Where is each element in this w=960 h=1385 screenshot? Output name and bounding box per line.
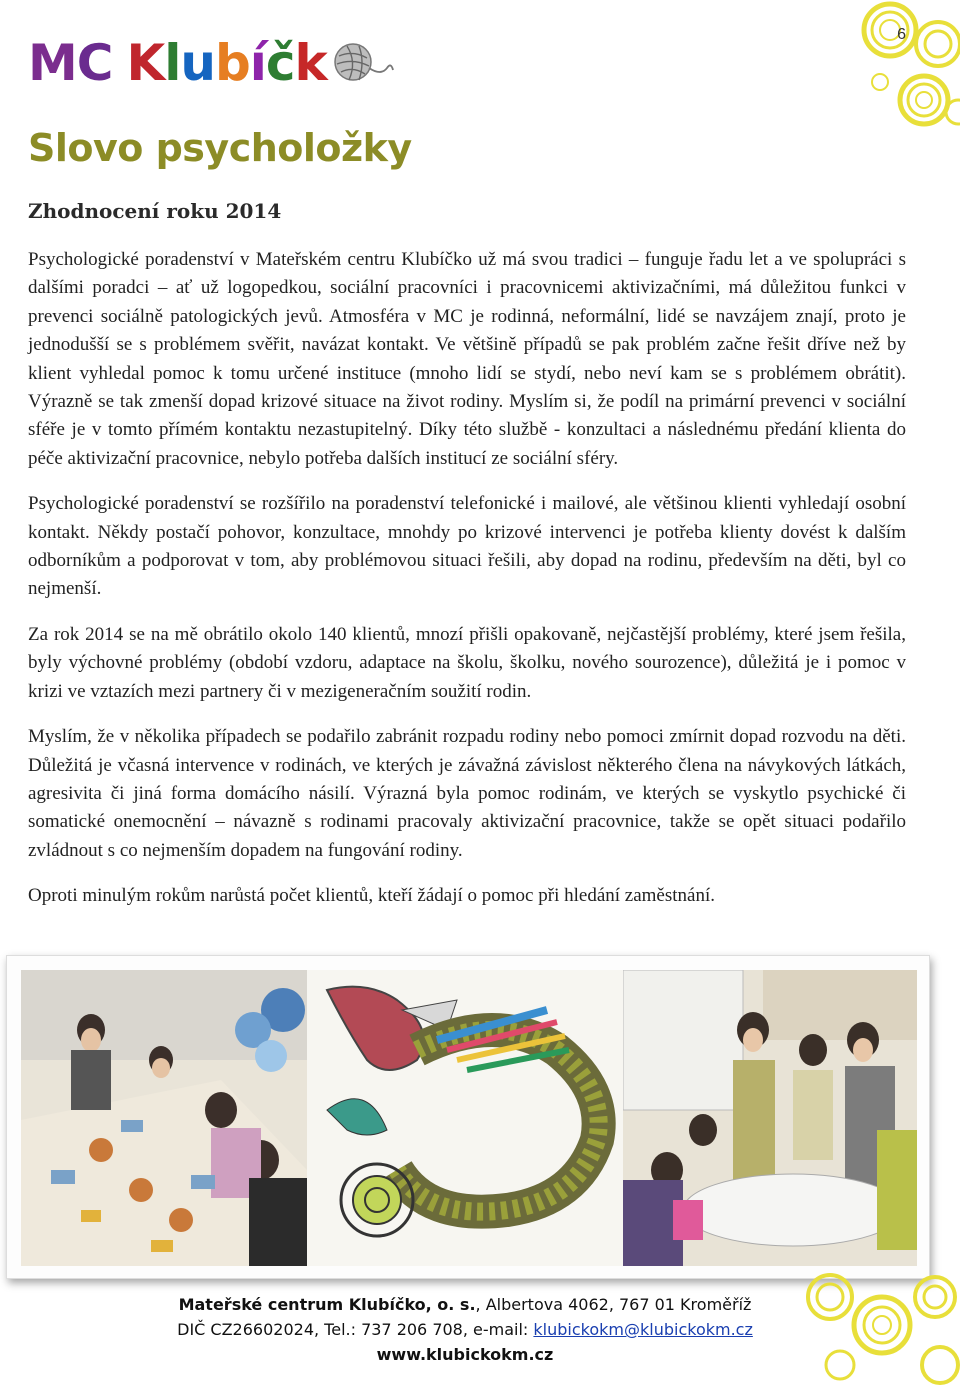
footer-org-name: Mateřské centrum Klubíčko, o. s. <box>178 1295 476 1314</box>
logo-letter: í <box>249 34 266 92</box>
logo <box>28 30 395 92</box>
logo-letter: č <box>265 34 295 92</box>
footer-address <box>0 1292 930 1317</box>
footer-website <box>0 1342 930 1367</box>
decorative-circles-top <box>820 0 960 140</box>
logo-letter: M <box>28 34 77 92</box>
page-title: Slovo psycholožky <box>28 126 412 170</box>
paragraph: Psychologické poradenství v Mateřském centru Klubíčko už má svou tradici – funguje řadu let a ve spolupráci s dalšími poradci – ať už logopedkou, sociální pracovníci i pracovnicemi aktivizačními, má důležitou funkci v prevenci sociálně patologických jevů. Atmosféra v MC je rodinná, neformální, lidé se navzájem znají, proto je jednodušší se s problémem svěřit, navázat kontakt. Ve většině případů se pak problém začne řešit dříve než by klient vyhledal pomoc k tomu určené instituce (mnoho lidí se stydí, nebo neví kam se s problémem obrátit). Výrazně se tak zmenší dopad krizové situace na život rodiny. Myslím si, že podíl na primární prevenci v sociální sféře je v tomto přímém kontaktu nezastupitelný. Díky této službě - konzultaci a následnému předání klienta do péče aktivizační pracovnice, nebylo potřeba dalších institucí ze sociální sféry. <box>28 249 906 469</box>
photo-workshop-icon <box>21 970 307 1266</box>
paragraph: Psychologické poradenství se rozšířilo na poradenství telefonické i mailové, ale většinou klienti vyhledají osobní kontakt. Někdy postačí pohovor, konzultace, mnohdy po krizové intervenci je potřeba klienty dovést k dalším odborníkům a podporovat v tom, aby problémovou situaci řešili, aby dopad na rodinu, především na děti, byl co nejmenší. <box>28 493 906 600</box>
logo-letter: l <box>164 34 181 92</box>
section-subtitle: Zhodnocení roku 2014 <box>28 199 282 223</box>
logo-letter: k <box>294 34 327 92</box>
footer-address-rest: , Albertova 4062, 767 01 Kroměříž <box>475 1295 752 1314</box>
footer-dic: DIČ CZ26602024, Tel.: <box>177 1320 356 1339</box>
yarn-ball-icon <box>331 40 395 84</box>
footer-website-link[interactable]: www.klubickokm.cz <box>376 1345 554 1364</box>
photo-meeting-icon <box>623 970 917 1266</box>
footer-contact <box>0 1317 930 1342</box>
photo-strip <box>6 955 930 1279</box>
paragraph: Oproti minulým rokům narůstá počet klientů, kteří žádají o pomoc při hledání zaměstnání. <box>28 885 715 907</box>
logo-letter: u <box>180 34 215 92</box>
logo-letter: C <box>76 34 113 92</box>
footer-email-link[interactable]: klubickokm@klubickokm.cz <box>533 1320 753 1339</box>
logo-letter: K <box>126 34 165 92</box>
footer-phone: 737 206 708, e-mail: <box>355 1320 534 1339</box>
page-number: 6 <box>897 26 906 43</box>
paragraph: Za rok 2014 se na mě obrátilo okolo 140 klientů, mnozí přišli opakovaně, nejčastější problémy, které jsem řešila, byly výchovné problémy (období vzdoru, adaptace na školu, školku, nového sourozence), důležitá je i pomoc v krizi ve vztazích mezi partnery či v mezigeneračním soužití rodin. <box>28 623 906 702</box>
photo-dragon-drawing-icon <box>307 970 623 1266</box>
page-footer <box>0 1292 930 1367</box>
logo-letter: b <box>214 34 250 92</box>
decorative-circles-bottom <box>800 1265 960 1385</box>
paragraph: Myslím, že v několika případech se podařilo zabránit rozpadu rodiny nebo pomoci zmírnit dopad rozvodu na děti. Důležitá je včasná intervence v rodinách, ve kterých je závažná závislost některého člena na návykových látkách, agresivita či jiná forma domácího násilí. Výrazná byla pomoc rodinám, ve kterých se vyskytlo psychické či somatické onemocnění – návazně s rodinami pracovaly aktivizační pracovnice, takže se opět situaci podařilo zvládnout s co nejmenším dopadem na fungování rodiny. <box>28 726 906 861</box>
article-body <box>28 246 906 928</box>
